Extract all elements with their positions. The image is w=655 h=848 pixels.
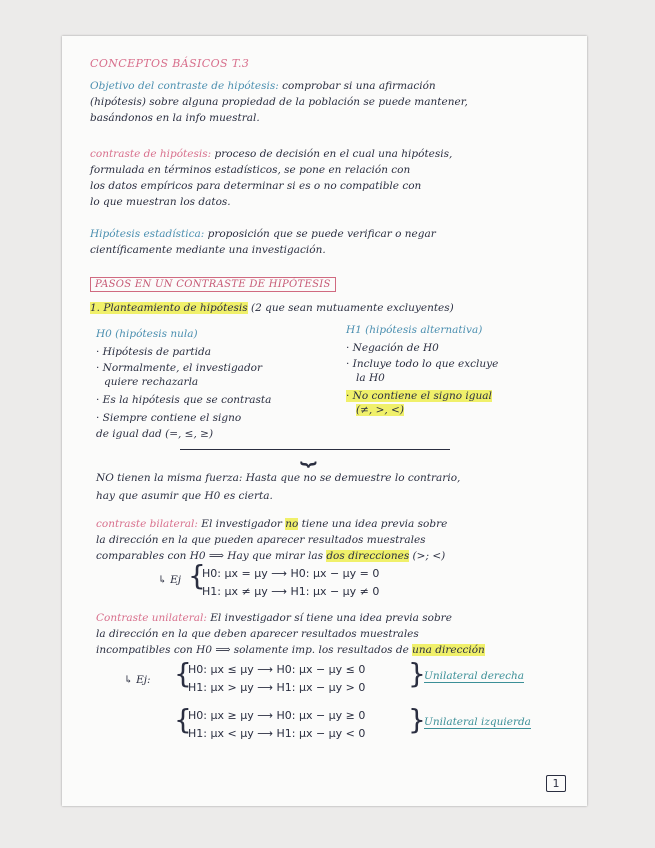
- estadistica-line-2: científicamente mediante una investigación.: [90, 244, 326, 256]
- izquierda-eq-1: H0: μx ≥ μy ⟶ H0: μx − μy ≥ 0: [188, 709, 366, 722]
- derecha-brace-right: }: [408, 657, 426, 690]
- intro-line-2: (hipótesis) sobre alguna propiedad de la población se puede mantener,: [90, 96, 468, 108]
- bilateral-eq-1: H0: μx = μy ⟶ H0: μx − μy = 0: [202, 567, 380, 580]
- izquierda-label: Unilateral izquierda: [424, 716, 531, 728]
- izquierda-brace-left: {: [174, 703, 192, 736]
- h1-item-1: · Negación de H0: [346, 342, 439, 354]
- h1-item-4: · No contiene el signo igual: [346, 390, 492, 402]
- bilateral-line-1: contraste bilateral: El investigador no tiene una idea previa sobre: [96, 518, 448, 530]
- derecha-brace-left: {: [174, 657, 192, 690]
- h0-item-2: · Normalmente, el investigador: [96, 362, 263, 374]
- bilateral-line-2: la dirección en la que pueden aparecer resultados muestrales: [96, 534, 426, 546]
- unilateral-line-1: Contraste unilateral: El investigador sí tiene una idea previa sobre: [96, 612, 452, 624]
- intro-line-1: Objetivo del contraste de hipótesis: comprobar si una afirmación: [90, 80, 436, 92]
- unilateral-example-label: ↳ Ej:: [124, 674, 151, 686]
- fuerza-line-1: NO tienen la misma fuerza: Hasta que no se demuestre lo contrario,: [96, 472, 461, 484]
- unilateral-line-2: la dirección en la que deben aparecer resultados muestrales: [96, 628, 419, 640]
- h1-item-3: la H0: [356, 372, 385, 384]
- bilateral-line-3: comparables con H0 ⟹ Hay que mirar las dos direcciones (>; <): [96, 550, 446, 562]
- contraste-line-4: lo que muestran los datos.: [90, 196, 231, 208]
- izquierda-eq-2: H1: μx < μy ⟶ H1: μx − μy < 0: [188, 727, 366, 740]
- bilateral-example-label: ↳ Ej: [158, 574, 182, 586]
- h1-item-2: · Incluye todo lo que excluye: [346, 358, 499, 370]
- estadistica-line-1: Hipótesis estadística: proposición que se puede verificar o negar: [90, 228, 436, 240]
- brace-mark: ⏟: [300, 433, 317, 466]
- step-1: 1. Planteamiento de hipótesis (2 que sean mutuamente excluyentes): [90, 302, 454, 314]
- h0-item-5: · Siempre contiene el signo: [96, 412, 242, 424]
- bilateral-brace: {: [188, 559, 206, 592]
- h1-title: H1 (hipótesis alternativa): [346, 324, 483, 336]
- contraste-line-3: los datos empíricos para determinar si es o no compatible con: [90, 180, 422, 192]
- h1-item-5: (≠, >, <): [356, 404, 404, 416]
- unilateral-line-3: incompatibles con H0 ⟹ solamente imp. los resultados de una dirección: [96, 644, 485, 656]
- fuerza-line-2: hay que asumir que H0 es cierta.: [96, 490, 273, 502]
- h0-item-1: · Hipótesis de partida: [96, 346, 211, 358]
- derecha-eq-2: H1: μx > μy ⟶ H1: μx − μy > 0: [188, 681, 366, 694]
- h0-item-4: · Es la hipótesis que se contrasta: [96, 394, 272, 406]
- izquierda-brace-right: }: [408, 703, 426, 736]
- h0-item-3: quiere rechazarla: [104, 376, 199, 388]
- h0-title: H0 (hipótesis nula): [96, 328, 198, 340]
- h0-item-6: de igual dad (=, ≤, ≥): [96, 428, 214, 440]
- bilateral-eq-2: H1: μx ≠ μy ⟶ H1: μx − μy ≠ 0: [202, 585, 380, 598]
- contraste-line-1: contraste de hipótesis: proceso de decisión en el cual una hipótesis,: [90, 148, 453, 160]
- page-title: CONCEPTOS BÁSICOS T.3: [90, 57, 250, 70]
- pasos-heading: PASOS EN UN CONTRASTE DE HIPÓTESIS: [90, 278, 336, 291]
- derecha-label: Unilateral derecha: [424, 670, 525, 682]
- derecha-eq-1: H0: μx ≤ μy ⟶ H0: μx − μy ≤ 0: [188, 663, 366, 676]
- intro-line-3: basándonos en la info muestral.: [90, 112, 260, 124]
- contraste-line-2: formulada en términos estadísticos, se pone en relación con: [90, 164, 411, 176]
- page-number: 1: [546, 775, 566, 792]
